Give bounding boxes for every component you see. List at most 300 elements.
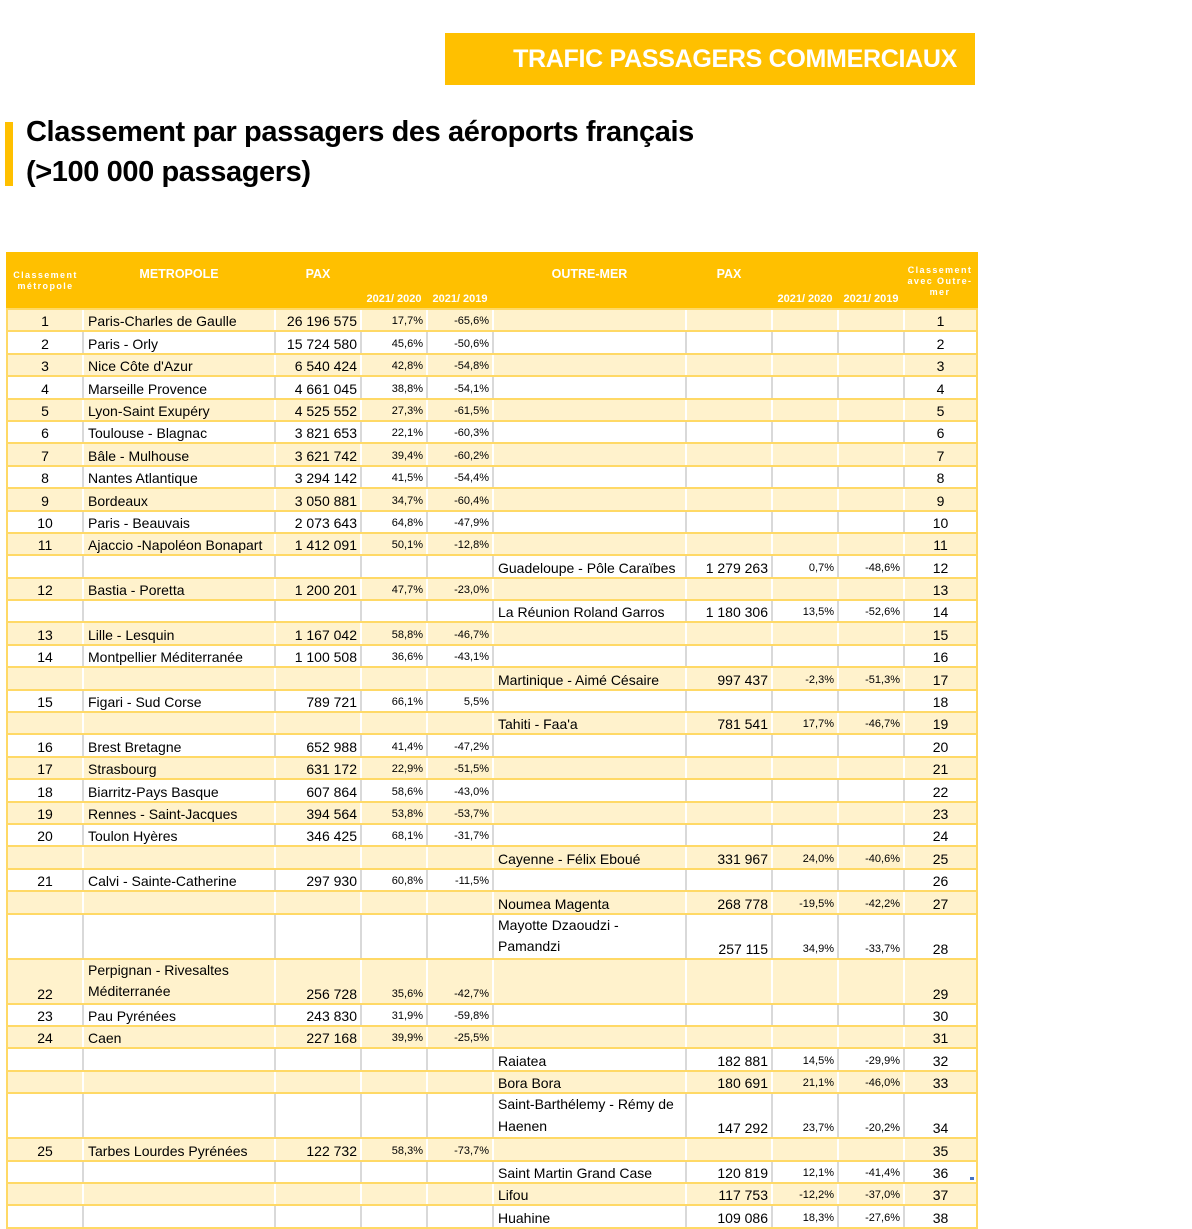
cell-rank-metropole: 3 [7,354,83,376]
table-row [7,914,977,959]
table-row [7,354,977,376]
cell-pct-2019-outremer [838,421,904,443]
cell-rank-metropole: 19 [7,802,83,824]
cell-rank-all: 38 [904,1205,977,1227]
cell-rank-metropole [7,1161,83,1183]
cell-pax-outremer: 180 691 [686,1071,772,1093]
cell-outremer-airport [493,1026,686,1048]
cell-outremer-airport [493,959,686,1004]
cell-metropole-airport: Brest Bretagne [83,734,275,756]
cell-pax: 4 525 552 [275,399,361,421]
page-title-line2: (>100 000 passagers) [26,156,311,188]
cell-pct-2020: 17,7% [361,309,427,331]
cell-pct-2020-outremer [772,488,838,510]
header-pct-2019-outremer: 2021/ 2019 [838,253,904,309]
cell-outremer-airport [493,622,686,644]
cell-pct-2020-outremer [772,466,838,488]
cell-pax [275,891,361,913]
cell-outremer-airport: Bora Bora [493,1071,686,1093]
cell-pax: 3 621 742 [275,443,361,465]
table-row [7,622,977,644]
cell-pax-outremer: 117 753 [686,1183,772,1205]
cell-pct-2019-outremer: -46,7% [838,712,904,734]
cell-pax [275,1183,361,1205]
cell-pct-2019-outremer [838,466,904,488]
cell-pct-2019-outremer: -51,3% [838,667,904,689]
table-body [7,309,977,1228]
cell-pct-2020-outremer: 12,1% [772,1161,838,1183]
table-resize-handle[interactable] [970,1177,974,1180]
cell-metropole-airport [83,1205,275,1227]
cell-pct-2020-outremer: 17,7% [772,712,838,734]
cell-pct-2019-outremer: -27,6% [838,1205,904,1227]
cell-pct-2019: -50,6% [427,331,493,353]
cell-pct-2020-outremer [772,645,838,667]
table-row [7,1048,977,1070]
cell-pct-2020-outremer [772,578,838,600]
cell-pct-2020: 31,9% [361,1004,427,1026]
airport-ranking-table [6,252,978,1229]
cell-pct-2019-outremer [838,622,904,644]
cell-pct-2019: -60,2% [427,443,493,465]
cell-rank-metropole: 2 [7,331,83,353]
cell-pct-2019-outremer: -33,7% [838,914,904,959]
cell-metropole-airport: Lille - Lesquin [83,622,275,644]
cell-pct-2020-outremer [772,779,838,801]
cell-rank-metropole: 11 [7,533,83,555]
cell-pct-2020 [361,891,427,913]
cell-metropole-airport: Bordeaux [83,488,275,510]
cell-pax: 789 721 [275,690,361,712]
cell-outremer-airport [493,511,686,533]
cell-pax: 243 830 [275,1004,361,1026]
cell-pct-2020-outremer: 14,5% [772,1048,838,1070]
cell-pct-2019: -11,5% [427,869,493,891]
cell-pct-2020-outremer [772,1004,838,1026]
cell-pct-2019: -60,3% [427,421,493,443]
cell-rank-metropole [7,891,83,913]
cell-pax-outremer: 182 881 [686,1048,772,1070]
header-pax: PAX [275,253,361,309]
cell-pct-2019-outremer: -41,4% [838,1161,904,1183]
cell-rank-metropole: 15 [7,690,83,712]
cell-pct-2019-outremer [838,399,904,421]
cell-rank-all: 21 [904,757,977,779]
cell-metropole-airport: Strasbourg [83,757,275,779]
table-row [7,1183,977,1205]
cell-outremer-airport: Tahiti - Faa'a [493,712,686,734]
cell-pct-2020: 39,4% [361,443,427,465]
cell-pax-outremer [686,376,772,398]
cell-pct-2019: -51,5% [427,757,493,779]
cell-rank-metropole [7,555,83,577]
cell-outremer-airport: Saint-Barthélemy - Rémy de Haenen [493,1093,686,1138]
cell-pct-2019-outremer [838,1138,904,1160]
table-row [7,533,977,555]
cell-outremer-airport [493,354,686,376]
cell-pax [275,846,361,868]
cell-pct-2019: -47,9% [427,511,493,533]
cell-metropole-airport: Nantes Atlantique [83,466,275,488]
cell-pct-2019: -47,2% [427,734,493,756]
cell-pct-2020: 66,1% [361,690,427,712]
cell-pct-2019-outremer [838,578,904,600]
cell-rank-all: 11 [904,533,977,555]
cell-pct-2019-outremer: -37,0% [838,1183,904,1205]
cell-pct-2020-outremer [772,690,838,712]
cell-pct-2019: -12,8% [427,533,493,555]
cell-rank-metropole: 6 [7,421,83,443]
cell-pct-2019-outremer [838,824,904,846]
cell-pax: 1 100 508 [275,645,361,667]
cell-rank-all: 7 [904,443,977,465]
cell-pct-2019 [427,1161,493,1183]
cell-pct-2019-outremer: -52,6% [838,600,904,622]
table-row [7,891,977,913]
cell-rank-all: 37 [904,1183,977,1205]
cell-rank-all: 6 [904,421,977,443]
cell-outremer-airport [493,1138,686,1160]
cell-pax-outremer [686,443,772,465]
cell-pct-2019: -65,6% [427,309,493,331]
cell-outremer-airport [493,488,686,510]
cell-rank-metropole [7,846,83,868]
cell-pct-2020: 58,8% [361,622,427,644]
cell-pct-2020 [361,914,427,959]
cell-pct-2020-outremer [772,959,838,1004]
table-row [7,667,977,689]
cell-outremer-airport [493,331,686,353]
cell-pct-2019: -53,7% [427,802,493,824]
cell-pct-2020 [361,846,427,868]
cell-pct-2020-outremer [772,354,838,376]
cell-pct-2019 [427,1183,493,1205]
cell-rank-all: 4 [904,376,977,398]
cell-outremer-airport [493,309,686,331]
cell-pct-2020-outremer [772,802,838,824]
cell-pax: 2 073 643 [275,511,361,533]
cell-outremer-airport: Noumea Magenta [493,891,686,913]
table-row [7,1093,977,1138]
table-row [7,869,977,891]
cell-rank-all: 1 [904,309,977,331]
header-metropole: METROPOLE [83,253,275,309]
cell-rank-metropole: 5 [7,399,83,421]
cell-pax [275,1161,361,1183]
cell-pct-2019-outremer [838,511,904,533]
cell-pax: 3 050 881 [275,488,361,510]
cell-rank-all: 10 [904,511,977,533]
cell-pct-2019 [427,667,493,689]
cell-pax-outremer [686,511,772,533]
cell-outremer-airport: Martinique - Aimé Césaire [493,667,686,689]
cell-metropole-airport: Biarritz-Pays Basque [83,779,275,801]
cell-rank-metropole [7,712,83,734]
cell-rank-metropole: 22 [7,959,83,1004]
cell-pct-2020-outremer: -19,5% [772,891,838,913]
cell-outremer-airport: Guadeloupe - Pôle Caraïbes [493,555,686,577]
cell-metropole-airport: Paris - Beauvais [83,511,275,533]
cell-pct-2020: 58,3% [361,1138,427,1160]
cell-pct-2020-outremer: 23,7% [772,1093,838,1138]
cell-metropole-airport: Paris - Orly [83,331,275,353]
table-row [7,555,977,577]
cell-metropole-airport [83,891,275,913]
cell-pax-outremer [686,645,772,667]
cell-rank-metropole: 18 [7,779,83,801]
cell-pct-2020-outremer [772,309,838,331]
table-row [7,331,977,353]
cell-pax-outremer [686,959,772,1004]
cell-pct-2020: 41,5% [361,466,427,488]
cell-outremer-airport [493,533,686,555]
cell-pax-outremer [686,1138,772,1160]
cell-rank-metropole: 14 [7,645,83,667]
cell-metropole-airport [83,667,275,689]
cell-outremer-airport [493,466,686,488]
cell-pct-2020 [361,1071,427,1093]
cell-pct-2019-outremer [838,443,904,465]
cell-rank-all: 22 [904,779,977,801]
cell-pct-2019 [427,712,493,734]
cell-pct-2019 [427,1071,493,1093]
cell-rank-metropole: 23 [7,1004,83,1026]
cell-pct-2019: -43,0% [427,779,493,801]
cell-rank-all: 36 [904,1161,977,1183]
cell-pax [275,555,361,577]
cell-rank-all: 16 [904,645,977,667]
cell-pct-2020-outremer: 24,0% [772,846,838,868]
cell-metropole-airport: Montpellier Méditerranée [83,645,275,667]
cell-rank-metropole [7,1205,83,1227]
cell-pax [275,667,361,689]
cell-pax-outremer [686,399,772,421]
cell-rank-metropole: 1 [7,309,83,331]
cell-outremer-airport: Lifou [493,1183,686,1205]
table-row [7,802,977,824]
cell-pct-2019-outremer [838,331,904,353]
cell-metropole-airport: Caen [83,1026,275,1048]
cell-rank-metropole [7,1048,83,1070]
cell-metropole-airport: Paris-Charles de Gaulle [83,309,275,331]
cell-metropole-airport: Toulon Hyères [83,824,275,846]
cell-pct-2020 [361,1161,427,1183]
cell-pct-2020-outremer: 34,9% [772,914,838,959]
cell-pct-2020 [361,1183,427,1205]
cell-pax-outremer [686,779,772,801]
cell-rank-all: 5 [904,399,977,421]
cell-metropole-airport [83,555,275,577]
cell-pct-2019: -60,4% [427,488,493,510]
cell-pax: 256 728 [275,959,361,1004]
cell-pax [275,712,361,734]
cell-outremer-airport [493,734,686,756]
cell-pct-2019-outremer [838,757,904,779]
table-row [7,1161,977,1183]
cell-pct-2020-outremer [772,869,838,891]
cell-rank-all: 29 [904,959,977,1004]
cell-rank-all: 13 [904,578,977,600]
cell-metropole-airport [83,914,275,959]
cell-rank-all: 12 [904,555,977,577]
cell-pct-2019-outremer: -46,0% [838,1071,904,1093]
cell-metropole-airport [83,600,275,622]
cell-metropole-airport: Nice Côte d'Azur [83,354,275,376]
cell-pct-2020: 42,8% [361,354,427,376]
cell-pct-2019: -23,0% [427,578,493,600]
cell-metropole-airport: Marseille Provence [83,376,275,398]
cell-rank-all: 2 [904,331,977,353]
banner-label: TRAFIC PASSAGERS COMMERCIAUX [513,44,957,73]
cell-pct-2020: 35,6% [361,959,427,1004]
cell-pct-2020 [361,712,427,734]
cell-rank-all: 23 [904,802,977,824]
cell-rank-all: 27 [904,891,977,913]
table-row [7,690,977,712]
cell-pax: 122 732 [275,1138,361,1160]
cell-outremer-airport [493,779,686,801]
cell-pax-outremer [686,488,772,510]
table-row [7,757,977,779]
cell-pct-2019: -25,5% [427,1026,493,1048]
cell-metropole-airport: Toulouse - Blagnac [83,421,275,443]
cell-pax-outremer [686,578,772,600]
cell-pct-2020-outremer: 13,5% [772,600,838,622]
header-pct-2020: 2021/ 2020 [361,253,427,309]
cell-pax-outremer [686,533,772,555]
cell-pax: 4 661 045 [275,376,361,398]
cell-pax-outremer: 1 180 306 [686,600,772,622]
table-row [7,846,977,868]
cell-pct-2019-outremer [838,959,904,1004]
table-row [7,600,977,622]
cell-pct-2019-outremer [838,488,904,510]
cell-pct-2020-outremer [772,376,838,398]
cell-pct-2020: 50,1% [361,533,427,555]
cell-pct-2019-outremer: -20,2% [838,1093,904,1138]
section-banner [445,33,975,85]
cell-pax-outremer: 268 778 [686,891,772,913]
cell-pct-2020-outremer [772,331,838,353]
cell-rank-metropole: 24 [7,1026,83,1048]
cell-pax-outremer [686,734,772,756]
cell-pax-outremer [686,802,772,824]
cell-pct-2020: 27,3% [361,399,427,421]
table-row [7,712,977,734]
cell-pax-outremer [686,757,772,779]
cell-metropole-airport: Pau Pyrénées [83,1004,275,1026]
cell-metropole-airport: Figari - Sud Corse [83,690,275,712]
cell-pax [275,1048,361,1070]
cell-pct-2019: -46,7% [427,622,493,644]
cell-pct-2019: -61,5% [427,399,493,421]
cell-pct-2019-outremer [838,645,904,667]
cell-pax: 607 864 [275,779,361,801]
cell-pct-2019 [427,555,493,577]
cell-pax: 394 564 [275,802,361,824]
cell-outremer-airport [493,869,686,891]
cell-pax-outremer: 109 086 [686,1205,772,1227]
cell-rank-metropole: 9 [7,488,83,510]
cell-pct-2019: -54,1% [427,376,493,398]
cell-pax: 1 412 091 [275,533,361,555]
cell-metropole-airport [83,1048,275,1070]
cell-pct-2019-outremer [838,376,904,398]
cell-outremer-airport [493,690,686,712]
cell-pct-2020-outremer [772,511,838,533]
cell-rank-all: 34 [904,1093,977,1138]
cell-pct-2020-outremer: -12,2% [772,1183,838,1205]
cell-metropole-airport: Ajaccio -Napoléon Bonapart [83,533,275,555]
cell-outremer-airport [493,443,686,465]
cell-rank-all: 14 [904,600,977,622]
cell-pax: 652 988 [275,734,361,756]
cell-rank-metropole: 10 [7,511,83,533]
cell-pct-2020-outremer: 0,7% [772,555,838,577]
table-row [7,1138,977,1160]
table-row [7,309,977,331]
cell-rank-metropole [7,1071,83,1093]
cell-pct-2020-outremer [772,443,838,465]
cell-pax-outremer: 257 115 [686,914,772,959]
table-row [7,779,977,801]
cell-pct-2020: 34,7% [361,488,427,510]
cell-pax: 15 724 580 [275,331,361,353]
cell-pct-2019-outremer: -42,2% [838,891,904,913]
page-title [26,112,694,192]
cell-pct-2019-outremer [838,869,904,891]
cell-pax-outremer: 781 541 [686,712,772,734]
cell-pct-2019: -54,8% [427,354,493,376]
cell-pct-2020: 39,9% [361,1026,427,1048]
cell-outremer-airport [493,1004,686,1026]
table-header-row [7,253,977,309]
cell-pct-2019-outremer [838,1026,904,1048]
table-row [7,1026,977,1048]
cell-pct-2020 [361,1048,427,1070]
cell-pax: 631 172 [275,757,361,779]
cell-pct-2020: 38,8% [361,376,427,398]
cell-pct-2019 [427,1205,493,1227]
cell-pct-2019-outremer [838,734,904,756]
cell-outremer-airport: Huahine [493,1205,686,1227]
cell-pct-2020: 22,1% [361,421,427,443]
cell-pct-2020: 36,6% [361,645,427,667]
cell-pct-2020: 58,6% [361,779,427,801]
cell-rank-all: 31 [904,1026,977,1048]
cell-pct-2020-outremer [772,533,838,555]
cell-metropole-airport [83,846,275,868]
cell-pct-2019-outremer [838,1004,904,1026]
cell-pct-2019: -54,4% [427,466,493,488]
cell-pct-2019-outremer [838,309,904,331]
table-row [7,443,977,465]
cell-outremer-airport [493,421,686,443]
cell-pct-2019 [427,914,493,959]
cell-pct-2020 [361,667,427,689]
cell-pct-2019: -31,7% [427,824,493,846]
cell-pct-2019-outremer: -29,9% [838,1048,904,1070]
cell-pct-2020: 47,7% [361,578,427,600]
cell-pax [275,600,361,622]
cell-rank-all: 15 [904,622,977,644]
cell-rank-metropole: 7 [7,443,83,465]
cell-metropole-airport: Tarbes Lourdes Pyrénées [83,1138,275,1160]
header-pct-2019: 2021/ 2019 [427,253,493,309]
cell-rank-metropole [7,667,83,689]
table-row [7,421,977,443]
cell-pct-2020-outremer: -2,3% [772,667,838,689]
